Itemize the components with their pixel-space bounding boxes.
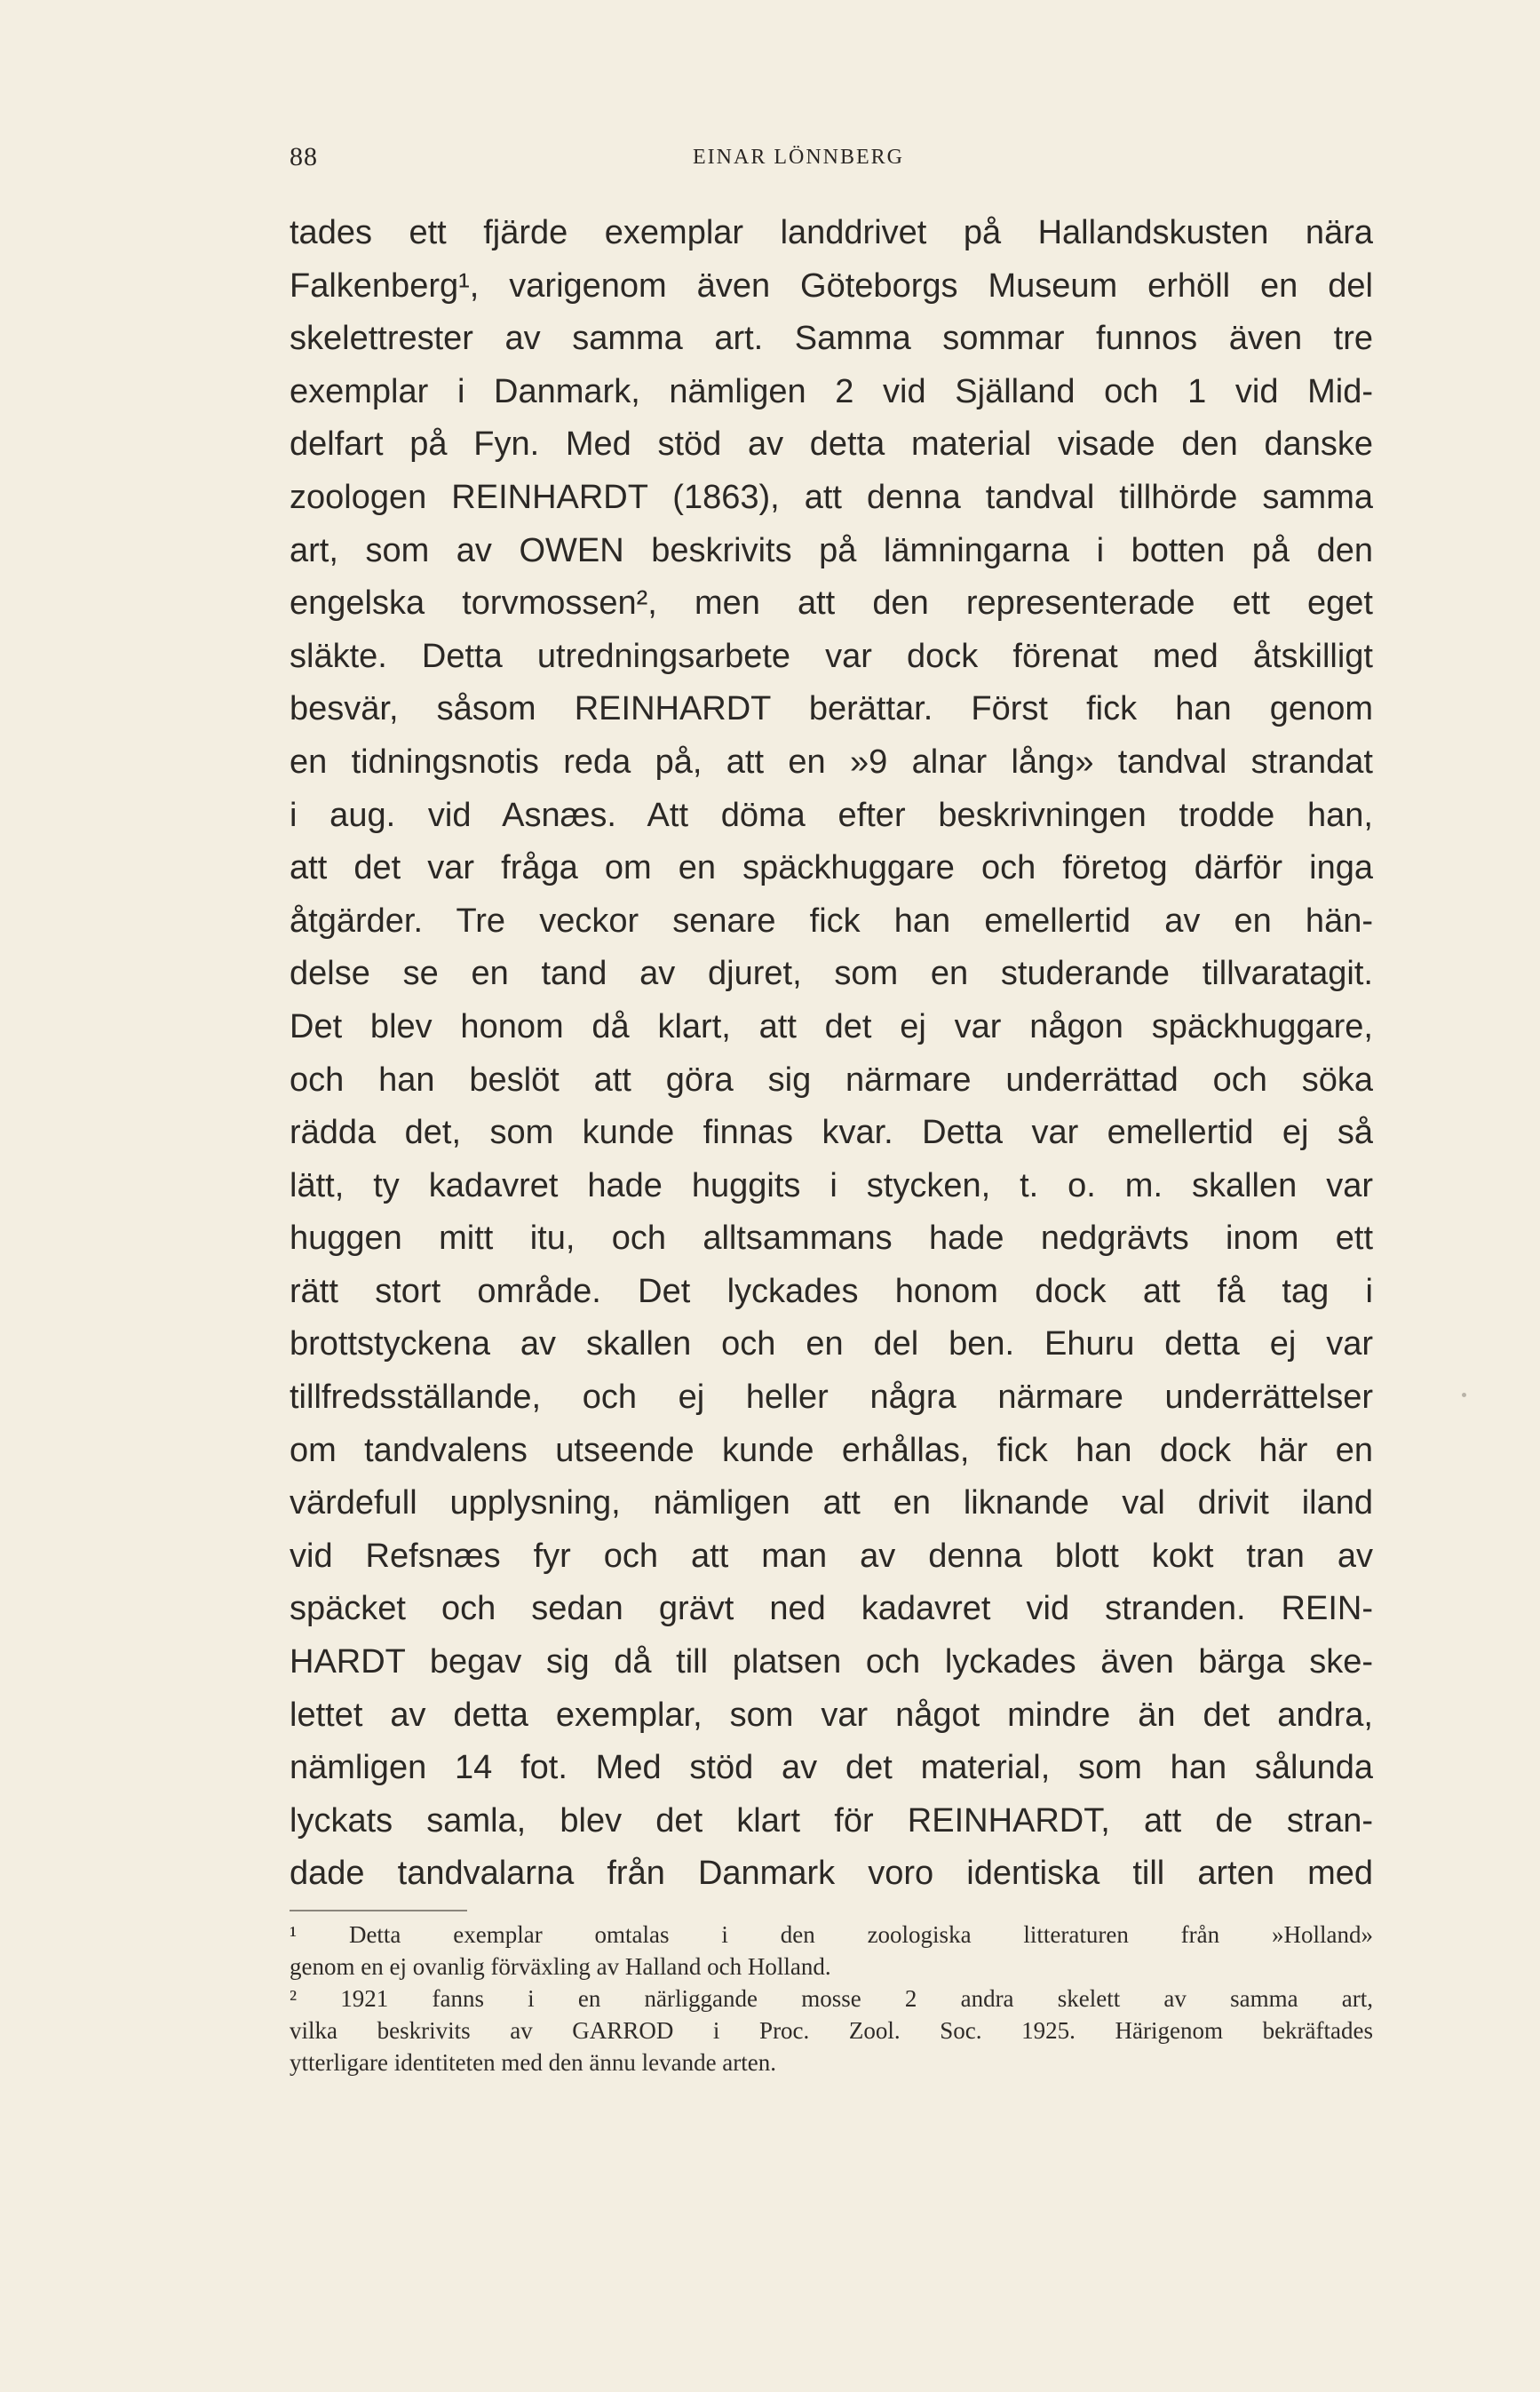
body-line: släkte. Detta utredningsarbete var dock förenat med åtskilligt [290, 637, 1373, 675]
body-line: åtgärder. Tre veckor senare fick han emellertid av en hän- [290, 902, 1373, 940]
footnote-line: genom en ej ovanlig förväxling av Halland och Holland. [290, 1953, 831, 1980]
footnotes [290, 1919, 1373, 2078]
body-line: lyckats samla, blev det klart för REINHARDT, att de stran- [290, 1801, 1373, 1840]
body-line: rätt stort område. Det lyckades honom dock att få tag i [290, 1272, 1373, 1310]
body-line: nämligen 14 fot. Med stöd av det material, som han sålunda [290, 1749, 1373, 1787]
body-line: en tidningsnotis reda på, att en »9 alnar lång» tandval strandat [290, 743, 1373, 781]
body-line: art, som av OWEN beskrivits på lämningarna i botten på den [290, 531, 1373, 569]
body-line: skelettrester av samma art. Samma sommar funnos även tre [290, 320, 1373, 358]
body-line: rädda det, som kunde finnas kvar. Detta var emellertid ej så [290, 1114, 1373, 1152]
body-line: värdefull upplysning, nämligen att en liknande val drivit iland [290, 1484, 1373, 1522]
body-line: späcket och sedan grävt ned kadavret vid stranden. REIN- [290, 1590, 1373, 1628]
body-line: huggen mitt itu, och alltsammans hade nedgrävts inom ett [290, 1220, 1373, 1258]
body-line: vid Refsnæs fyr och att man av denna blott kokt tran av [290, 1537, 1373, 1575]
running-head: EINAR LÖNNBERG [693, 146, 904, 169]
footnote-rule [290, 1910, 467, 1911]
body-line: tades ett fjärde exemplar landdrivet på Hallandskusten nära [290, 214, 1373, 251]
body-line: delse se en tand av djuret, som en studerande tillvaratagit. [290, 955, 1373, 993]
page-header [290, 142, 1355, 178]
body-text [290, 207, 1373, 1901]
body-line: Falkenberg¹, varigenom även Göteborgs Museum erhöll en del [290, 266, 1373, 305]
body-line: lätt, ty kadavret hade huggits i stycken, t. o. m. skallen var [290, 1166, 1373, 1204]
margin-speck [1462, 1393, 1466, 1397]
body-line: zoologen REINHARDT (1863), att denna tandval tillhörde samma [290, 478, 1373, 516]
body-line: dade tandvalarna från Danmark voro identiska till arten med [290, 1855, 1373, 1893]
body-line: om tandvalens utseende kunde erhållas, fick han dock här en [290, 1431, 1373, 1469]
body-line: och han beslöt att göra sig närmare underrättad och söka [290, 1061, 1373, 1099]
body-line: besvär, såsom REINHARDT berättar. Först fick han genom [290, 690, 1373, 728]
footnote-line: ytterligare identiteten med den ännu levande arten. [290, 2049, 777, 2076]
body-line: HARDT begav sig då till platsen och lyckades även bärga ske- [290, 1643, 1373, 1681]
footnote-line: ¹ Detta exemplar omtalas i den zoologiska litteraturen från »Holland» [290, 1921, 1373, 1948]
body-line: Det blev honom då klart, att det ej var någon späckhuggare, [290, 1007, 1373, 1045]
body-line: i aug. vid Asnæs. Att döma efter beskrivningen trodde han, [290, 796, 1373, 834]
footnote-line: ² 1921 fanns i en närliggande mosse 2 andra skelett av samma art, [290, 1985, 1373, 2012]
body-line: delfart på Fyn. Med stöd av detta material visade den danske [290, 425, 1373, 464]
body-line: exemplar i Danmark, nämligen 2 vid Själland och 1 vid Mid- [290, 372, 1373, 410]
body-line: tillfredsställande, och ej heller några närmare underrättelser [290, 1379, 1373, 1417]
page-number: 88 [290, 142, 318, 171]
footnote-line: vilka beskrivits av GARROD i Proc. Zool. Soc. 1925. Härigenom bekräftades [290, 2017, 1373, 2044]
body-line: att det var fråga om en späckhuggare och företog därför inga [290, 849, 1373, 887]
body-line: lettet av detta exemplar, som var något mindre än det andra, [290, 1696, 1373, 1734]
body-line: brottstyckena av skallen och en del ben. Ehuru detta ej var [290, 1325, 1373, 1363]
body-line: engelska torvmossen², men att den representerade ett eget [290, 584, 1373, 623]
